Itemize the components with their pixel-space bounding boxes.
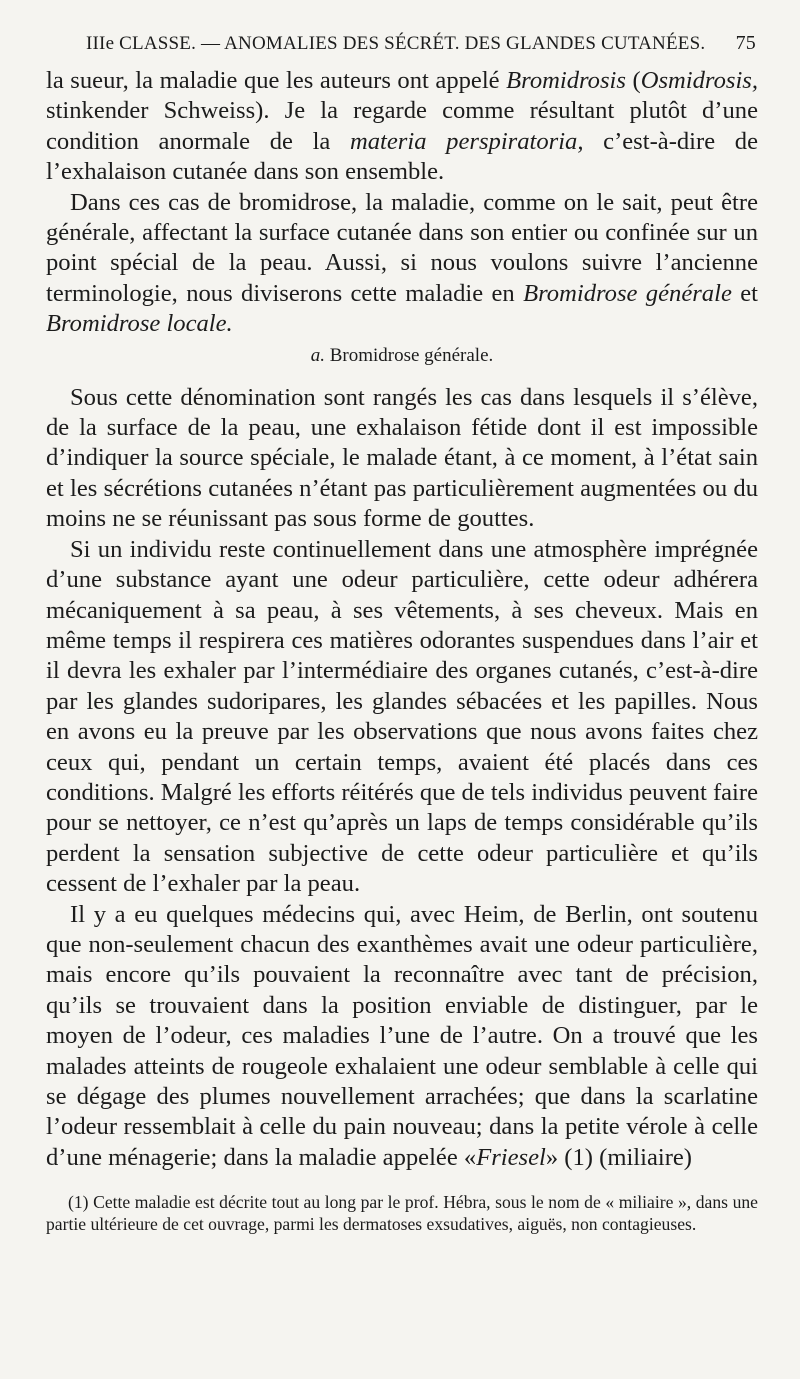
term-friesel: Friesel: [476, 1143, 546, 1171]
running-title: IIIe CLASSE. — ANOMALIES DES SÉCRÉT. DES GLANDES CUTANÉES.: [86, 33, 706, 54]
term-bromidrosis: Bromidrosis: [506, 67, 626, 94]
footnote-1: (1) Cette maladie est décrite tout au long par le prof. Hébra, sous le nom de « miliaire », dans une partie ultérieure de cet ouvrage, parmi les dermatoses exsudatives, aiguës, non contagieuses.: [46, 1192, 758, 1235]
section-subheading: a. Bromidrose générale.: [310, 344, 494, 366]
term-bromidrose-locale: Bromidrose locale.: [46, 310, 233, 338]
term-materia-perspiratoria: materia perspiratoria,: [350, 127, 584, 155]
term-osmidrosis: Osmidrosis,: [640, 67, 759, 94]
paragraph-4: Si un individu reste continuellement dans une atmosphère imprégnée d’une substance ayant une odeur particulière, cette odeur adhérera mécaniquement à sa peau, à ses vêtements, à ses cheveux. Mais en même temps il respirera ces matières odorantes suspendues dans l’air et il devra les exhaler par l’intermédiaire des organes cutanés, c’est-à-dire par les glandes sudoripares, les glandes sébacées et les papilles. Nous en avons eu la preuve par les observations que nous avons faites chez ceux qui, pendant un certain temps, avaient été placés dans ces conditions. Malgré les efforts réitérés que de tels individus peuvent faire pour se nettoyer, ce n’est qu’après un laps de temps considérable qu’ils perdent la sensation subjective de cette odeur particulière et qu’ils cessent de l’exhaler par la peau.: [46, 535, 758, 898]
body-text: [46, 66, 758, 1173]
term-bromidrose-generale: Bromidrose générale: [523, 279, 732, 307]
paragraph-1: la sueur, la maladie que les auteurs ont appelé Bromidrosis (Osmidrosis, stinkender Schweiss). Je la regarde comme résultant plutôt d’une condition anormale de la materia perspiratoria, c’est-à-dire de l’exhalaison cutanée dans son ensemble.: [46, 67, 759, 186]
paragraph-2: Dans ces cas de bromidrose, la maladie, comme on le sait, peut être générale, affectant la surface cutanée dans son entier ou confinée sur un point spécial de la peau. Aussi, si nous voulons suivre l’ancienne terminologie, nous diviserons cette maladie en Bromidrose générale et Bromidrose locale.: [46, 188, 758, 338]
page-number: 75: [735, 32, 756, 54]
running-header: [86, 32, 756, 66]
paragraph-3: Sous cette dénomination sont rangés les cas dans lesquels il s’élève, de la surface de la peau, une exhalaison fétide dont il est impossible d’indiquer la source spéciale, le malade étant, à ce moment, à l’état sain et les sécrétions cutanées n’étant pas particulièrement augmentées ou du moins ne se réunissant pas sous forme de gouttes.: [46, 383, 758, 533]
paragraph-5: Il y a eu quelques médecins qui, avec Heim, de Berlin, ont soutenu que non-seulement chacun des exanthèmes avait une odeur particulière, mais encore qu’ils pouvaient la reconnaître avec tant de précision, qu’ils se trouvaient dans la position enviable de distinguer, par le moyen de l’odeur, ces maladies l’une de l’autre. On a trouvé que les malades atteints de rougeole exhalaient une odeur semblable à celle qui se dégage des plumes nouvellement arrachées; que dans la scarlatine l’odeur ressemblait à celle du pain nouveau; dans la petite vérole à celle d’une ménagerie; dans la maladie appelée «Friesel» (1) (miliaire): [46, 900, 758, 1171]
footnotes: [46, 1191, 758, 1235]
